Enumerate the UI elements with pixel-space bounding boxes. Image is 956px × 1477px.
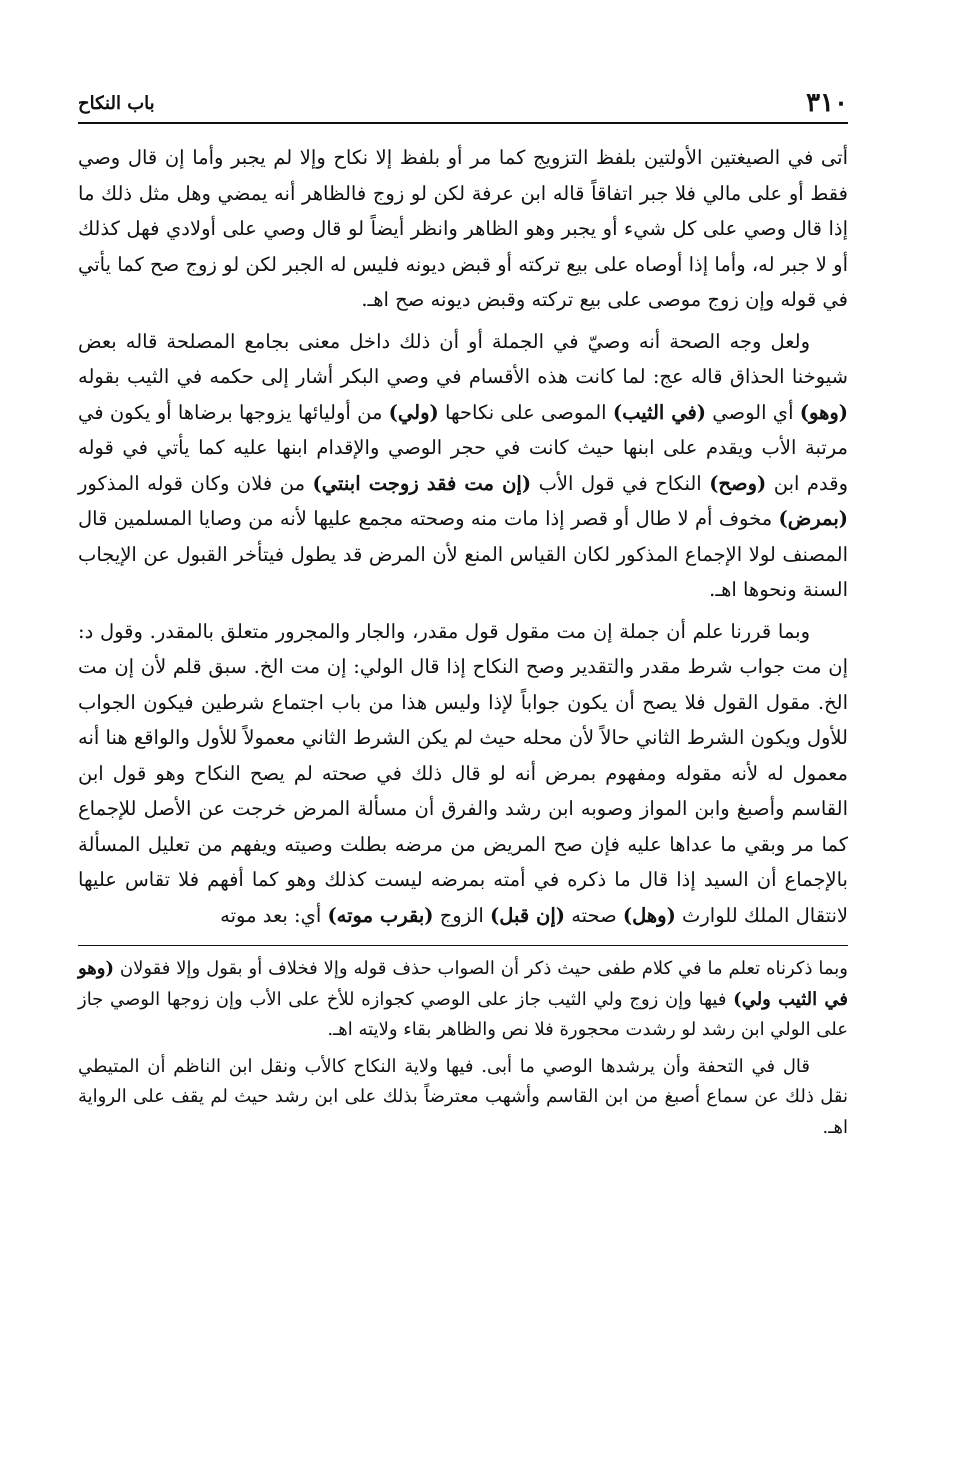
text-run: أتى في الصيغتين الأولتين بلفظ التزويج كما مر أو بلفظ إلا نكاح وإلا لم يجبر وأما إن قال وصي فقط أو على مالي فلا جبر اتفاقاً قاله ابن عرفة لكن لو زوج فالظاهر أنه يمضي وهل مثل ذلك ما إذا قال وصي على كل شيء أو يجبر وهو الظاهر وانظر أيضاً لو قال وصي على أولادي فهل كذلك أو لا جبر له، وأما إذا أوصاه على بيع تركته أو قبض ديونه فليس له الجبر لكن لو زوج صح كما يأتي في قوله وإن زوج موصى على بيع تركته وقبض ديونه صح اهـ. [78,146,848,311]
text-run: أي: بعد موته [220,903,328,927]
bold-term: (وهو في الثيب ولي) [78,958,848,1010]
book-page [78,86,848,1143]
text-run: مخوف أم لا طال أو قصر إذا مات منه وصحته مجمع عليها لأنه من وصايا المسلمين قال المصنف لولا الإجماع المذكور لكان القياس المنع لأن المرض قد يطول فيتأخر القبول عن الإيجاب السنة ونحوها اهـ. [78,507,848,601]
text-run: الموصى على نكاحها [438,400,613,424]
bold-term: (بمرض) [778,507,848,530]
running-title: باب النكاح [78,92,155,122]
body-paragraph [78,140,848,318]
text-run: الزوج [433,903,491,927]
footnote-paragraph [78,954,848,1046]
text-run: وبما ذكرناه تعلم ما في كلام طفى حيث ذكر أن الصواب حذف قوله وإلا فخلاف أو بقول وإلا فقولان [114,958,848,979]
bold-term: (وهو) [799,400,848,424]
page-number: ٣١٠ [806,88,848,118]
bold-term: (ولي) [388,400,439,424]
footnote-separator [78,945,848,946]
text-run: فيها وإن زوج ولي الثيب جاز على الوصي كجوازه للأخ على الأب وإن زوجها الوصي جاز على الولي ابن رشد لو رشدت محجورة فلا نص والظاهر بقاء ولايته اهـ. [78,988,848,1040]
bold-term: (وصح) [709,471,767,495]
text-run: النكاح في قول الأب [531,471,710,495]
text-run: قال في التحفة وأن يرشدها الوصي ما أبى. فيها ولاية النكاح كالأب ونقل ابن الناظم أن المتيطي نقل ذلك عن سماع أصبغ من ابن القاسم وأشهب معترضاً بذلك على ابن رشد حيث لم يقف على الرواية اهـ. [78,1055,848,1138]
bold-term: (إن قبل) [490,903,565,927]
text-run: من أوليائها يزوجها برضاها أو يكون في مرتبة الأب ويقدم على ابنها حيث كانت في حجر الوصي والإقدام ابنها عليه كما يأتي في قوله وقدم ابن [78,400,848,495]
page-header [78,86,848,124]
text-run: أي الوصي [706,400,800,424]
text-run: من فلان وكان قوله المذكور [78,471,313,495]
footnote-paragraph [78,1052,848,1144]
footnotes [78,954,848,1143]
bold-term: (بقرب موته) [327,903,434,927]
text-run: وبما قررنا علم أن جملة إن مت مقول قول مقدر، والجار والمجرور متعلق بالمقدر. وقول د: إن مت جواب شرط مقدر والتقدير وصح النكاح إذا قال الولي: إن مت الخ. سبق قلم لأن إن مت الخ. مقول القول فلا يصح أن يكون جواباً لإذا وليس هذا من باب اجتماع شرطين فيكون الجواب للأول ويكون الشرط الثاني حالاً لأن محله حيث لم يكن الشرط الثاني معمولاً للأول والواقع هنا أنه معمول له لأنه مقوله ومفهوم بمرض أنه لو قال ذلك في صحته لم يصح النكاح وهو قول ابن القاسم وأصبغ وابن المواز وصوبه ابن رشد والفرق أن مسألة المرض خرجت عن الأصل للإجماع كما مر وبقي ما عداها عليه فإن صح المريض من مرضه بطلت وصيته ويفهم من تعليل المسألة بالإجماع أن السيد إذا قال ما ذكره في أمته بمرضه ليست كذلك وهو كما أفهم فلا تقاس عليها لانتقال الملك للوارث [78,619,848,927]
bold-term: (وهل) [622,903,676,927]
main-text [78,140,848,933]
text-run: ولعل وجه الصحة أنه وصيّ في الجملة أو أن ذلك داخل معنى بجامع المصلحة قاله بعض شيوخنا الحذاق قاله عج: لما كانت هذه الأقسام في وصي البكر أشار إلى حكمه في الثيب بقوله [78,329,848,388]
body-paragraph [78,324,848,608]
bold-term: (إن مت فقد زوجت ابنتي) [312,471,532,495]
body-paragraph [78,614,848,934]
text-run: صحته [565,903,623,927]
bold-term: (في الثيب) [612,400,707,424]
